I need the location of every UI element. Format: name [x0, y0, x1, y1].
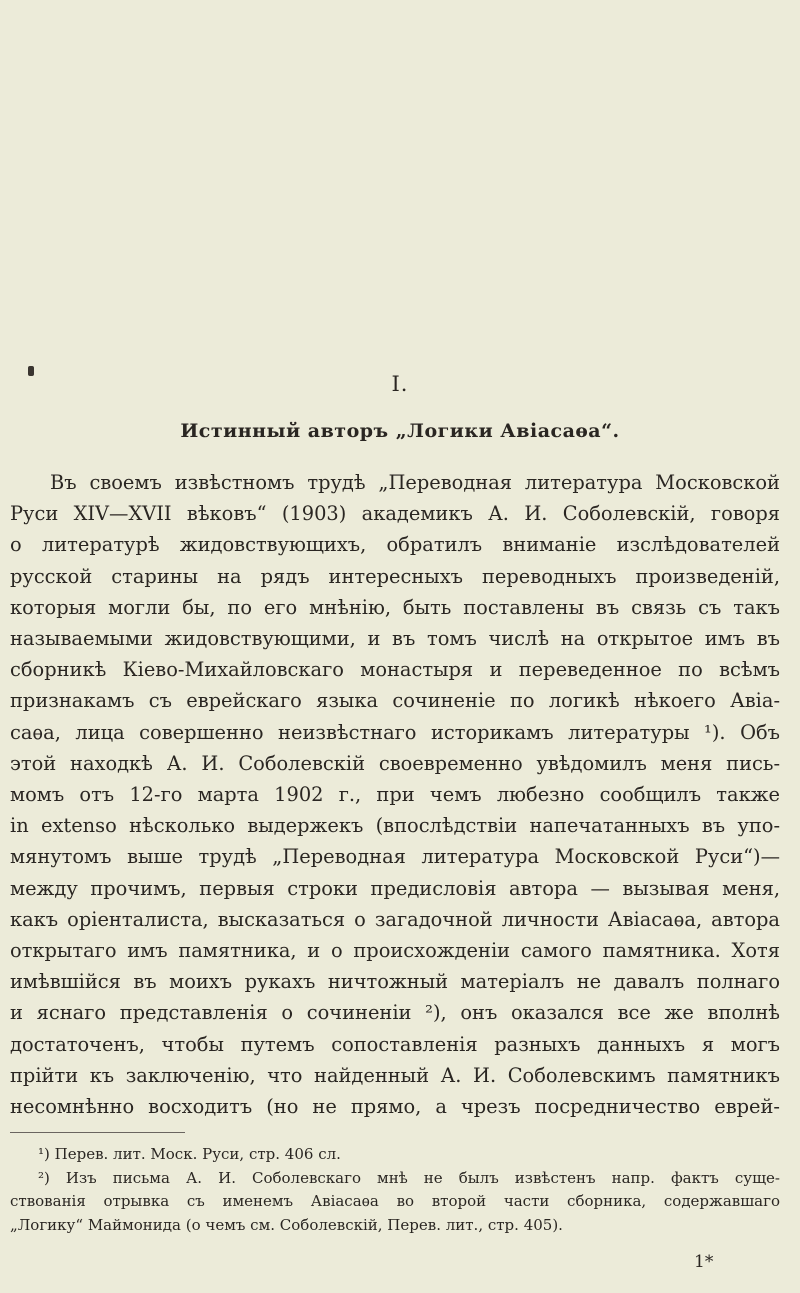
footnote-2-line-3: „Логику“ Маймонида (о чемъ см. Соболевскій, Перев. лит., стр. 405).	[10, 1215, 563, 1234]
section-number: I.	[391, 372, 409, 396]
body-line: момъ отъ 12-го марта 1902 г., при чемъ любезно сообщилъ также	[10, 783, 780, 807]
body-line: называемыми жидовствующими, и въ томъ числѣ на открытое имъ въ	[10, 627, 780, 651]
body-line: несомнѣнно восходитъ (но не прямо, а чрезъ посредничество еврей-	[10, 1095, 780, 1119]
body-paragraph	[10, 467, 780, 1122]
body-line: между прочимъ, первыя строки предисловія автора — вызывая меня,	[10, 876, 780, 900]
footnotes	[10, 1143, 780, 1237]
body-line: мянутомъ выше трудѣ „Переводная литература Московской Руси“)—	[10, 845, 780, 869]
signature-mark: 1*	[694, 1252, 714, 1272]
body-line: in extenso нѣсколько выдержекъ (впослѣдствіи напечатанныхъ въ упо-	[10, 814, 780, 838]
chapter-title: Истинный авторъ „Логики Авіасаѳа“.	[180, 420, 620, 442]
body-line: имѣвшійся въ моихъ рукахъ ничтожный матеріалъ не давалъ полнаго	[10, 970, 780, 994]
footnote-1: ¹) Перев. лит. Моск. Руси, стр. 406 сл.	[38, 1145, 341, 1163]
body-line: о литературѣ жидовствующихъ, обратилъ вниманіе изслѣдователей	[10, 533, 780, 557]
body-line: и яснаго представленія о сочиненіи ²), онъ оказался все же вполнѣ	[10, 1001, 780, 1025]
body-line: Въ своемъ извѣстномъ трудѣ „Переводная литература Московской	[50, 471, 780, 494]
body-line: Руси XIV—XVII вѣковъ“ (1903) академикъ А. И. Соболевскій, говоря	[10, 502, 780, 526]
body-line: русской старины на рядъ интересныхъ переводныхъ произведеній,	[10, 564, 780, 588]
body-line: достаточенъ, чтобы путемъ сопоставленія разныхъ данныхъ я могъ	[10, 1032, 780, 1056]
footnote-divider	[10, 1132, 185, 1133]
body-line: саѳа, лица совершенно неизвѣстнаго историкамъ литературы ¹). Объ	[10, 720, 780, 744]
body-line: признакамъ съ еврейскаго языка сочиненіе по логикѣ нѣкоего Авіа-	[10, 689, 780, 713]
body-line: этой находкѣ А. И. Соболевскій своевременно увѣдомилъ меня пись-	[10, 751, 780, 775]
footnote-2-line-1: ²) Изъ письма А. И. Соболевскаго мнѣ не былъ извѣстенъ напр. фактъ суще-	[38, 1168, 780, 1187]
body-line: сборникѣ Кіево-Михайловскаго монастыря и переведенное по всѣмъ	[10, 658, 780, 682]
body-line: какъ оріенталиста, высказаться о загадочной личности Авіасаѳа, автора	[10, 907, 780, 931]
body-line: прійти къ заключенію, что найденный А. И. Соболевскимъ памятникъ	[10, 1063, 780, 1087]
body-line: открытаго имъ памятника, и о происхожденіи самого памятника. Хотя	[10, 939, 780, 963]
body-line: которыя могли бы, по его мнѣнію, быть поставлены въ связь съ такъ	[10, 595, 780, 619]
footnote-2-line-2: ствованія отрывка съ именемъ Авіасаѳа во второй части сборника, содержавшаго	[10, 1192, 780, 1210]
